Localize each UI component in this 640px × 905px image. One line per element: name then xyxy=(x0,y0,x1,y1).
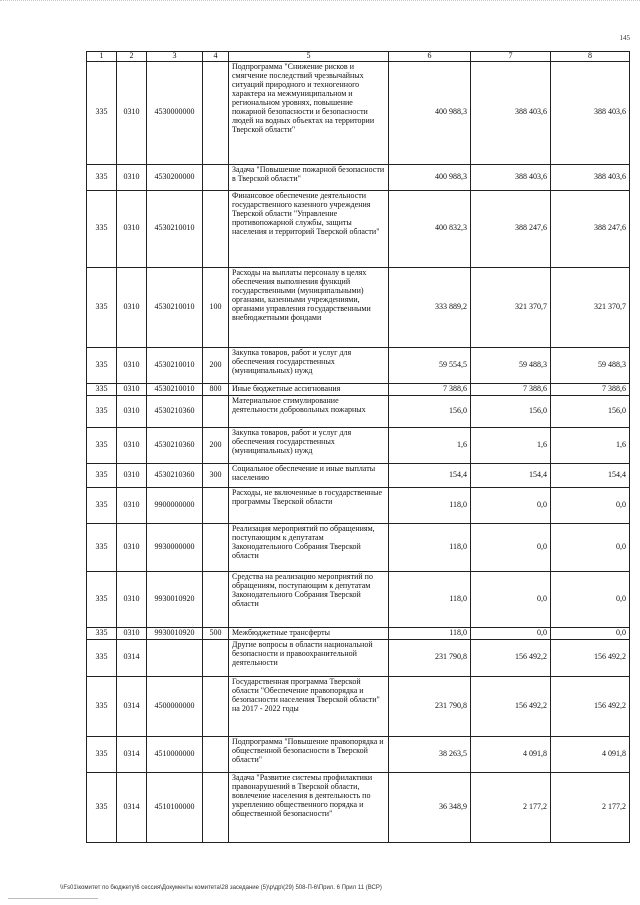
target-article-cell: 4530000000 xyxy=(147,61,203,164)
table-row xyxy=(87,347,630,383)
section-code-cell: 0310 xyxy=(117,190,147,267)
table-row xyxy=(87,639,630,676)
target-article-cell: 9930010920 xyxy=(147,627,203,639)
expense-type-cell xyxy=(203,61,229,164)
section-code-cell: 0310 xyxy=(117,487,147,523)
amount-cell: 231 790,8 xyxy=(389,639,471,676)
section-code-cell: 0314 xyxy=(117,639,147,676)
expense-type-cell xyxy=(203,639,229,676)
admin-code-cell: 335 xyxy=(87,383,117,395)
amount-cell: 154,4 xyxy=(551,463,630,487)
amount-cell: 1,6 xyxy=(471,427,551,463)
target-article-cell: 4530210360 xyxy=(147,463,203,487)
table-row xyxy=(87,61,630,164)
target-article-cell xyxy=(147,639,203,676)
section-code-cell: 0314 xyxy=(117,676,147,736)
target-article-cell: 9930010920 xyxy=(147,571,203,627)
section-code-cell: 0310 xyxy=(117,627,147,639)
table-row xyxy=(87,164,630,190)
table-row xyxy=(87,772,630,842)
amount-cell: 0,0 xyxy=(471,487,551,523)
amount-cell: 1,6 xyxy=(389,427,471,463)
amount-cell: 38 263,5 xyxy=(389,736,471,772)
amount-cell: 400 988,3 xyxy=(389,61,471,164)
target-article-cell: 9900000000 xyxy=(147,487,203,523)
target-article-cell: 4530200000 xyxy=(147,164,203,190)
amount-cell: 118,0 xyxy=(389,627,471,639)
table-row xyxy=(87,736,630,772)
table-row xyxy=(87,571,630,627)
target-article-cell: 4510000000 xyxy=(147,736,203,772)
amount-cell: 400 832,3 xyxy=(389,190,471,267)
amount-cell: 1,6 xyxy=(551,427,630,463)
amount-cell: 36 348,9 xyxy=(389,772,471,842)
amount-cell: 156 492,2 xyxy=(471,639,551,676)
description-cell: Подпрограмма "Снижение рисков и смягчение последствий чрезвычайных ситуаций природного и техногенного характера на межмуниципальном и региональном уровнях, повышение пожарной безопасности и безопасности людей на водных объектах на территории Тверской области" xyxy=(229,61,389,164)
amount-cell: 156 492,2 xyxy=(471,676,551,736)
description-cell: Задача "Развитие системы профилактики правонарушений в Тверской области, вовлечение населения в деятельность по укреплению общественного порядка и общественной безопасности" xyxy=(229,772,389,842)
section-code-cell: 0314 xyxy=(117,736,147,772)
amount-cell: 0,0 xyxy=(471,523,551,571)
expense-type-cell xyxy=(203,164,229,190)
expense-type-cell: 200 xyxy=(203,347,229,383)
description-cell: Социальное обеспечение и иные выплаты населению xyxy=(229,463,389,487)
expense-type-cell: 200 xyxy=(203,427,229,463)
amount-cell: 156,0 xyxy=(551,395,630,427)
expense-type-cell xyxy=(203,772,229,842)
amount-cell: 156 492,2 xyxy=(551,639,630,676)
description-cell: Закупка товаров, работ и услуг для обеспечения государственных (муниципальных) нужд xyxy=(229,427,389,463)
expense-type-cell xyxy=(203,736,229,772)
amount-cell: 321 370,7 xyxy=(551,267,630,347)
header-cell: 5 xyxy=(229,52,389,62)
page-number: 145 xyxy=(619,34,630,42)
section-code-cell: 0310 xyxy=(117,61,147,164)
amount-cell: 59 488,3 xyxy=(471,347,551,383)
expense-type-cell: 100 xyxy=(203,267,229,347)
section-code-cell: 0310 xyxy=(117,164,147,190)
description-cell: Средства на реализацию мероприятий по обращениям, поступающим к депутатам Законодательного Собрания Тверской области xyxy=(229,571,389,627)
admin-code-cell: 335 xyxy=(87,427,117,463)
expense-type-cell xyxy=(203,395,229,427)
table-row xyxy=(87,463,630,487)
amount-cell: 0,0 xyxy=(551,627,630,639)
amount-cell: 388 247,6 xyxy=(471,190,551,267)
expense-type-cell: 300 xyxy=(203,463,229,487)
description-cell: Подпрограмма "Повышение правопорядка и общественной безопасности в Тверской области" xyxy=(229,736,389,772)
amount-cell: 388 403,6 xyxy=(551,61,630,164)
table-row xyxy=(87,190,630,267)
admin-code-cell: 335 xyxy=(87,395,117,427)
expense-type-cell xyxy=(203,487,229,523)
amount-cell: 400 988,3 xyxy=(389,164,471,190)
description-cell: Межбюджетные трансферты xyxy=(229,627,389,639)
admin-code-cell: 335 xyxy=(87,772,117,842)
target-article-cell: 4530210010 xyxy=(147,190,203,267)
section-code-cell: 0310 xyxy=(117,383,147,395)
admin-code-cell: 335 xyxy=(87,61,117,164)
amount-cell: 4 091,8 xyxy=(471,736,551,772)
amount-cell: 4 091,8 xyxy=(551,736,630,772)
header-row xyxy=(87,52,630,62)
description-cell: Закупка товаров, работ и услуг для обеспечения государственных (муниципальных) нужд xyxy=(229,347,389,383)
table-row xyxy=(87,395,630,427)
target-article-cell: 9930000000 xyxy=(147,523,203,571)
expense-type-cell xyxy=(203,190,229,267)
admin-code-cell: 335 xyxy=(87,463,117,487)
amount-cell: 388 403,6 xyxy=(551,164,630,190)
description-cell: Иные бюджетные ассигнования xyxy=(229,383,389,395)
expense-type-cell xyxy=(203,571,229,627)
amount-cell: 321 370,7 xyxy=(471,267,551,347)
admin-code-cell: 335 xyxy=(87,639,117,676)
admin-code-cell: 335 xyxy=(87,676,117,736)
amount-cell: 59 488,3 xyxy=(551,347,630,383)
header-cell: 8 xyxy=(551,52,630,62)
amount-cell: 0,0 xyxy=(551,571,630,627)
admin-code-cell: 335 xyxy=(87,164,117,190)
section-code-cell: 0310 xyxy=(117,571,147,627)
amount-cell: 118,0 xyxy=(389,487,471,523)
admin-code-cell: 335 xyxy=(87,347,117,383)
expense-type-cell xyxy=(203,676,229,736)
amount-cell: 154,4 xyxy=(389,463,471,487)
target-article-cell: 4530210360 xyxy=(147,427,203,463)
scan-border xyxy=(0,0,640,7)
amount-cell: 7 388,6 xyxy=(389,383,471,395)
amount-cell: 156,0 xyxy=(389,395,471,427)
description-cell: Другие вопросы в области национальной безопасности и правоохранительной деятельности xyxy=(229,639,389,676)
admin-code-cell: 335 xyxy=(87,267,117,347)
amount-cell: 156 492,2 xyxy=(551,676,630,736)
expense-type-cell xyxy=(203,523,229,571)
amount-cell: 388 403,6 xyxy=(471,164,551,190)
section-code-cell: 0310 xyxy=(117,523,147,571)
amount-cell: 59 554,5 xyxy=(389,347,471,383)
header-cell: 3 xyxy=(147,52,203,62)
admin-code-cell: 335 xyxy=(87,571,117,627)
section-code-cell: 0310 xyxy=(117,347,147,383)
expense-type-cell: 800 xyxy=(203,383,229,395)
amount-cell: 156,0 xyxy=(471,395,551,427)
table-row xyxy=(87,383,630,395)
amount-cell: 7 388,6 xyxy=(551,383,630,395)
amount-cell: 388 403,6 xyxy=(471,61,551,164)
amount-cell: 7 388,6 xyxy=(471,383,551,395)
header-cell: 1 xyxy=(87,52,117,62)
amount-cell: 231 790,8 xyxy=(389,676,471,736)
amount-cell: 2 177,2 xyxy=(551,772,630,842)
description-cell: Материальное стимулирование деятельности добровольных пожарных xyxy=(229,395,389,427)
description-cell: Задача "Повышение пожарной безопасности в Тверской области" xyxy=(229,164,389,190)
table-row xyxy=(87,427,630,463)
section-code-cell: 0310 xyxy=(117,267,147,347)
footer-file-path: \\Fs01\комитет по бюджету\6 сессия\Документы комитета\28 заседание (5)\р\др\(29) 508-П-6\Прил. 6 Прил 11 (ВСР) xyxy=(60,885,382,891)
target-article-cell: 4530210010 xyxy=(147,267,203,347)
description-cell: Реализация мероприятий по обращениям, поступающим к депутатам Законодательного Собрания Тверской области xyxy=(229,523,389,571)
section-code-cell: 0314 xyxy=(117,772,147,842)
target-article-cell: 4530210010 xyxy=(147,347,203,383)
amount-cell: 0,0 xyxy=(471,627,551,639)
table-row xyxy=(87,676,630,736)
amount-cell: 118,0 xyxy=(389,571,471,627)
amount-cell: 118,0 xyxy=(389,523,471,571)
amount-cell: 154,4 xyxy=(471,463,551,487)
budget-table xyxy=(86,51,630,843)
admin-code-cell: 335 xyxy=(87,487,117,523)
section-code-cell: 0310 xyxy=(117,395,147,427)
header-cell: 2 xyxy=(117,52,147,62)
table-row xyxy=(87,523,630,571)
amount-cell: 0,0 xyxy=(551,523,630,571)
expense-type-cell: 500 xyxy=(203,627,229,639)
description-cell: Расходы на выплаты персоналу в целях обеспечения выполнения функций государственными (муниципальными) органами, казенными учреждениями, органами управления государственными внебюджетными фондами xyxy=(229,267,389,347)
section-code-cell: 0310 xyxy=(117,463,147,487)
table-row xyxy=(87,267,630,347)
admin-code-cell: 335 xyxy=(87,523,117,571)
table-row xyxy=(87,487,630,523)
header-cell: 4 xyxy=(203,52,229,62)
admin-code-cell: 335 xyxy=(87,627,117,639)
description-cell: Расходы, не включенные в государственные программы Тверской области xyxy=(229,487,389,523)
target-article-cell: 4530210010 xyxy=(147,383,203,395)
target-article-cell: 4510100000 xyxy=(147,772,203,842)
admin-code-cell: 335 xyxy=(87,190,117,267)
amount-cell: 388 247,6 xyxy=(551,190,630,267)
amount-cell: 0,0 xyxy=(551,487,630,523)
description-cell: Финансовое обеспечение деятельности государственного казенного учреждения Тверской области "Управление противопожарной службы, защиты населения и территорий Тверской области" xyxy=(229,190,389,267)
target-article-cell: 4530210360 xyxy=(147,395,203,427)
amount-cell: 333 889,2 xyxy=(389,267,471,347)
description-cell: Государственная программа Тверской области "Обеспечение правопорядка и безопасности населения Тверской области" на 2017 - 2022 годы xyxy=(229,676,389,736)
section-code-cell: 0310 xyxy=(117,427,147,463)
admin-code-cell: 335 xyxy=(87,736,117,772)
target-article-cell: 4500000000 xyxy=(147,676,203,736)
footer-divider xyxy=(8,898,98,899)
table-row xyxy=(87,627,630,639)
header-cell: 6 xyxy=(389,52,471,62)
header-cell: 7 xyxy=(471,52,551,62)
amount-cell: 2 177,2 xyxy=(471,772,551,842)
amount-cell: 0,0 xyxy=(471,571,551,627)
